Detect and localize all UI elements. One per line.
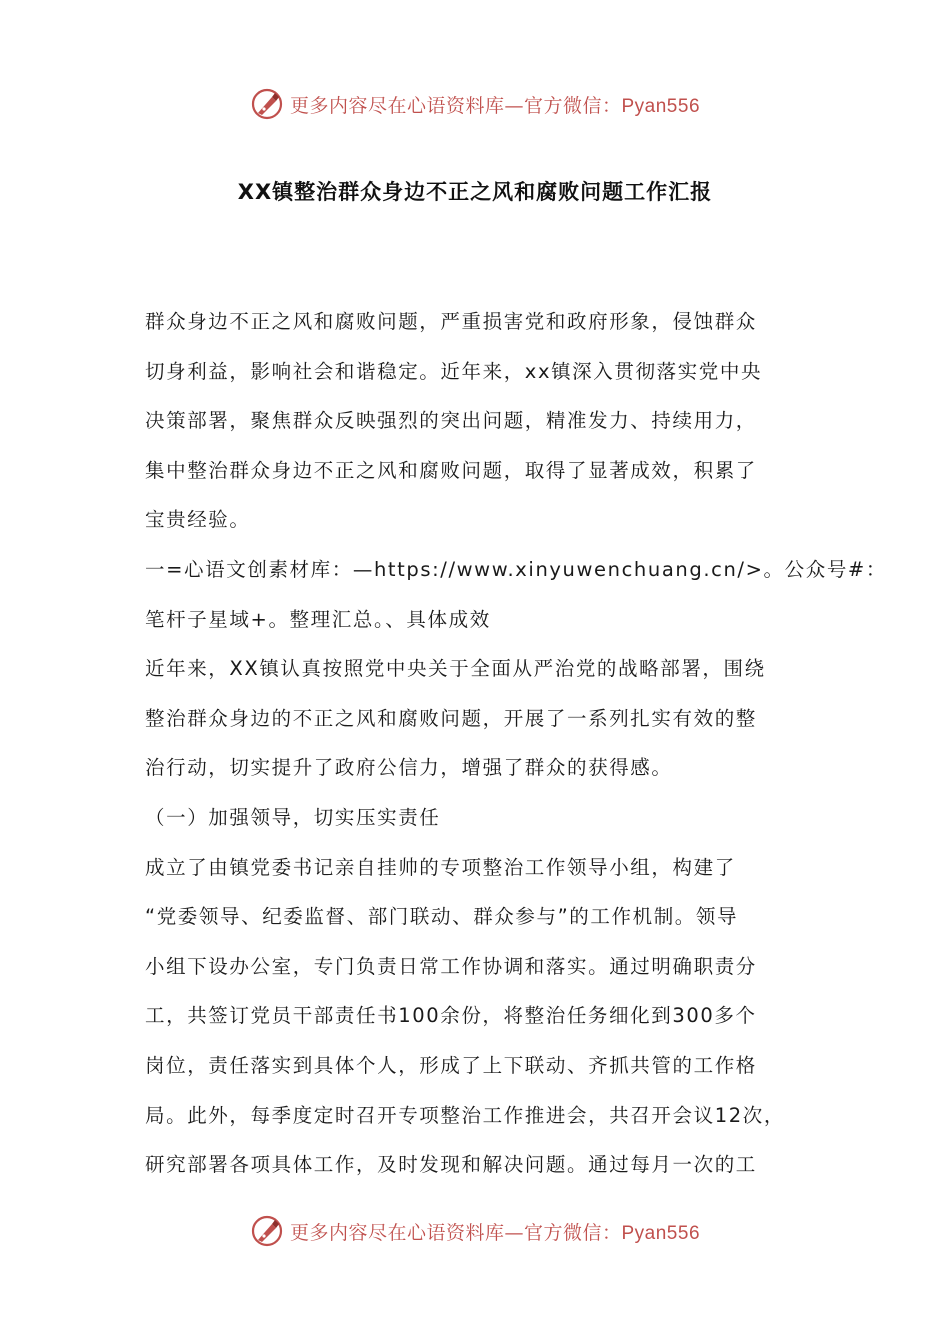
pen-nib-logo-icon [250,1214,284,1248]
header-banner [0,84,950,124]
body-line: 整治群众身边的不正之风和腐败问题，开展了一系列扎实有效的整 [145,706,757,730]
header-wechat-id: Pyan556 [621,95,701,117]
body-line: 局。此外，每季度定时召开专项整治工作推进会，共召开会议12次， [145,1103,785,1127]
footer-banner [0,1211,950,1251]
document-title: XX镇整治群众身边不正之风和腐败问题工作汇报 [237,180,713,204]
body-line: 决策部署，聚焦群众反映强烈的突出问题，精准发力、持续用力， [145,409,757,433]
body-line-source-note: 笔杆子星域+。整理汇总。、具体成效 [145,607,491,631]
body-line: 切身利益，影响社会和谐稳定。近年来，xx镇深入贯彻落实党中央 [145,359,763,383]
body-line: 治行动，切实提升了政府公信力，增强了群众的获得感。 [145,756,673,780]
body-line: 宝贵经验。 [145,508,251,532]
pen-nib-logo-icon [250,87,284,121]
body-line: 小组下设办公室，专门负责日常工作协调和落实。通过明确职责分 [145,954,757,978]
body-line: 近年来，XX镇认真按照党中央关于全面从严治党的战略部署，围绕 [145,657,766,681]
body-line: “党委领导、纪委监督、部门联动、群众参与”的工作机制。领导 [145,905,739,929]
body-line: 群众身边不正之风和腐败问题，严重损害党和政府形象，侵蚀群众 [145,310,757,333]
header-banner-text: 更多内容尽在心语资料库—官方微信：Pyan556 [289,94,701,117]
document-body [145,297,887,1190]
body-line: 岗位，责任落实到具体个人，形成了上下联动、齐抓共管的工作格 [145,1053,757,1077]
body-line: 集中整治群众身边不正之风和腐败问题，取得了显著成效，积累了 [145,458,757,482]
footer-banner-text: 更多内容尽在心语资料库—官方微信：Pyan556 [289,1221,701,1244]
body-line: 工，共签订党员干部责任书100余份，将整治任务细化到300多个 [145,1004,757,1028]
body-line: 研究部署各项具体工作，及时发现和解决问题。通过每月一次的工 [145,1153,757,1177]
body-line: 成立了由镇党委书记亲自挂帅的专项整治工作领导小组，构建了 [145,855,736,879]
body-line-source-note: 一=心语文创素材库：—https://www.xinyuwenchuang.cn/>。公众号#： [145,557,887,581]
section-heading: （一）加强领导，切实压实责任 [145,805,441,829]
footer-wechat-id: Pyan556 [621,1222,701,1244]
